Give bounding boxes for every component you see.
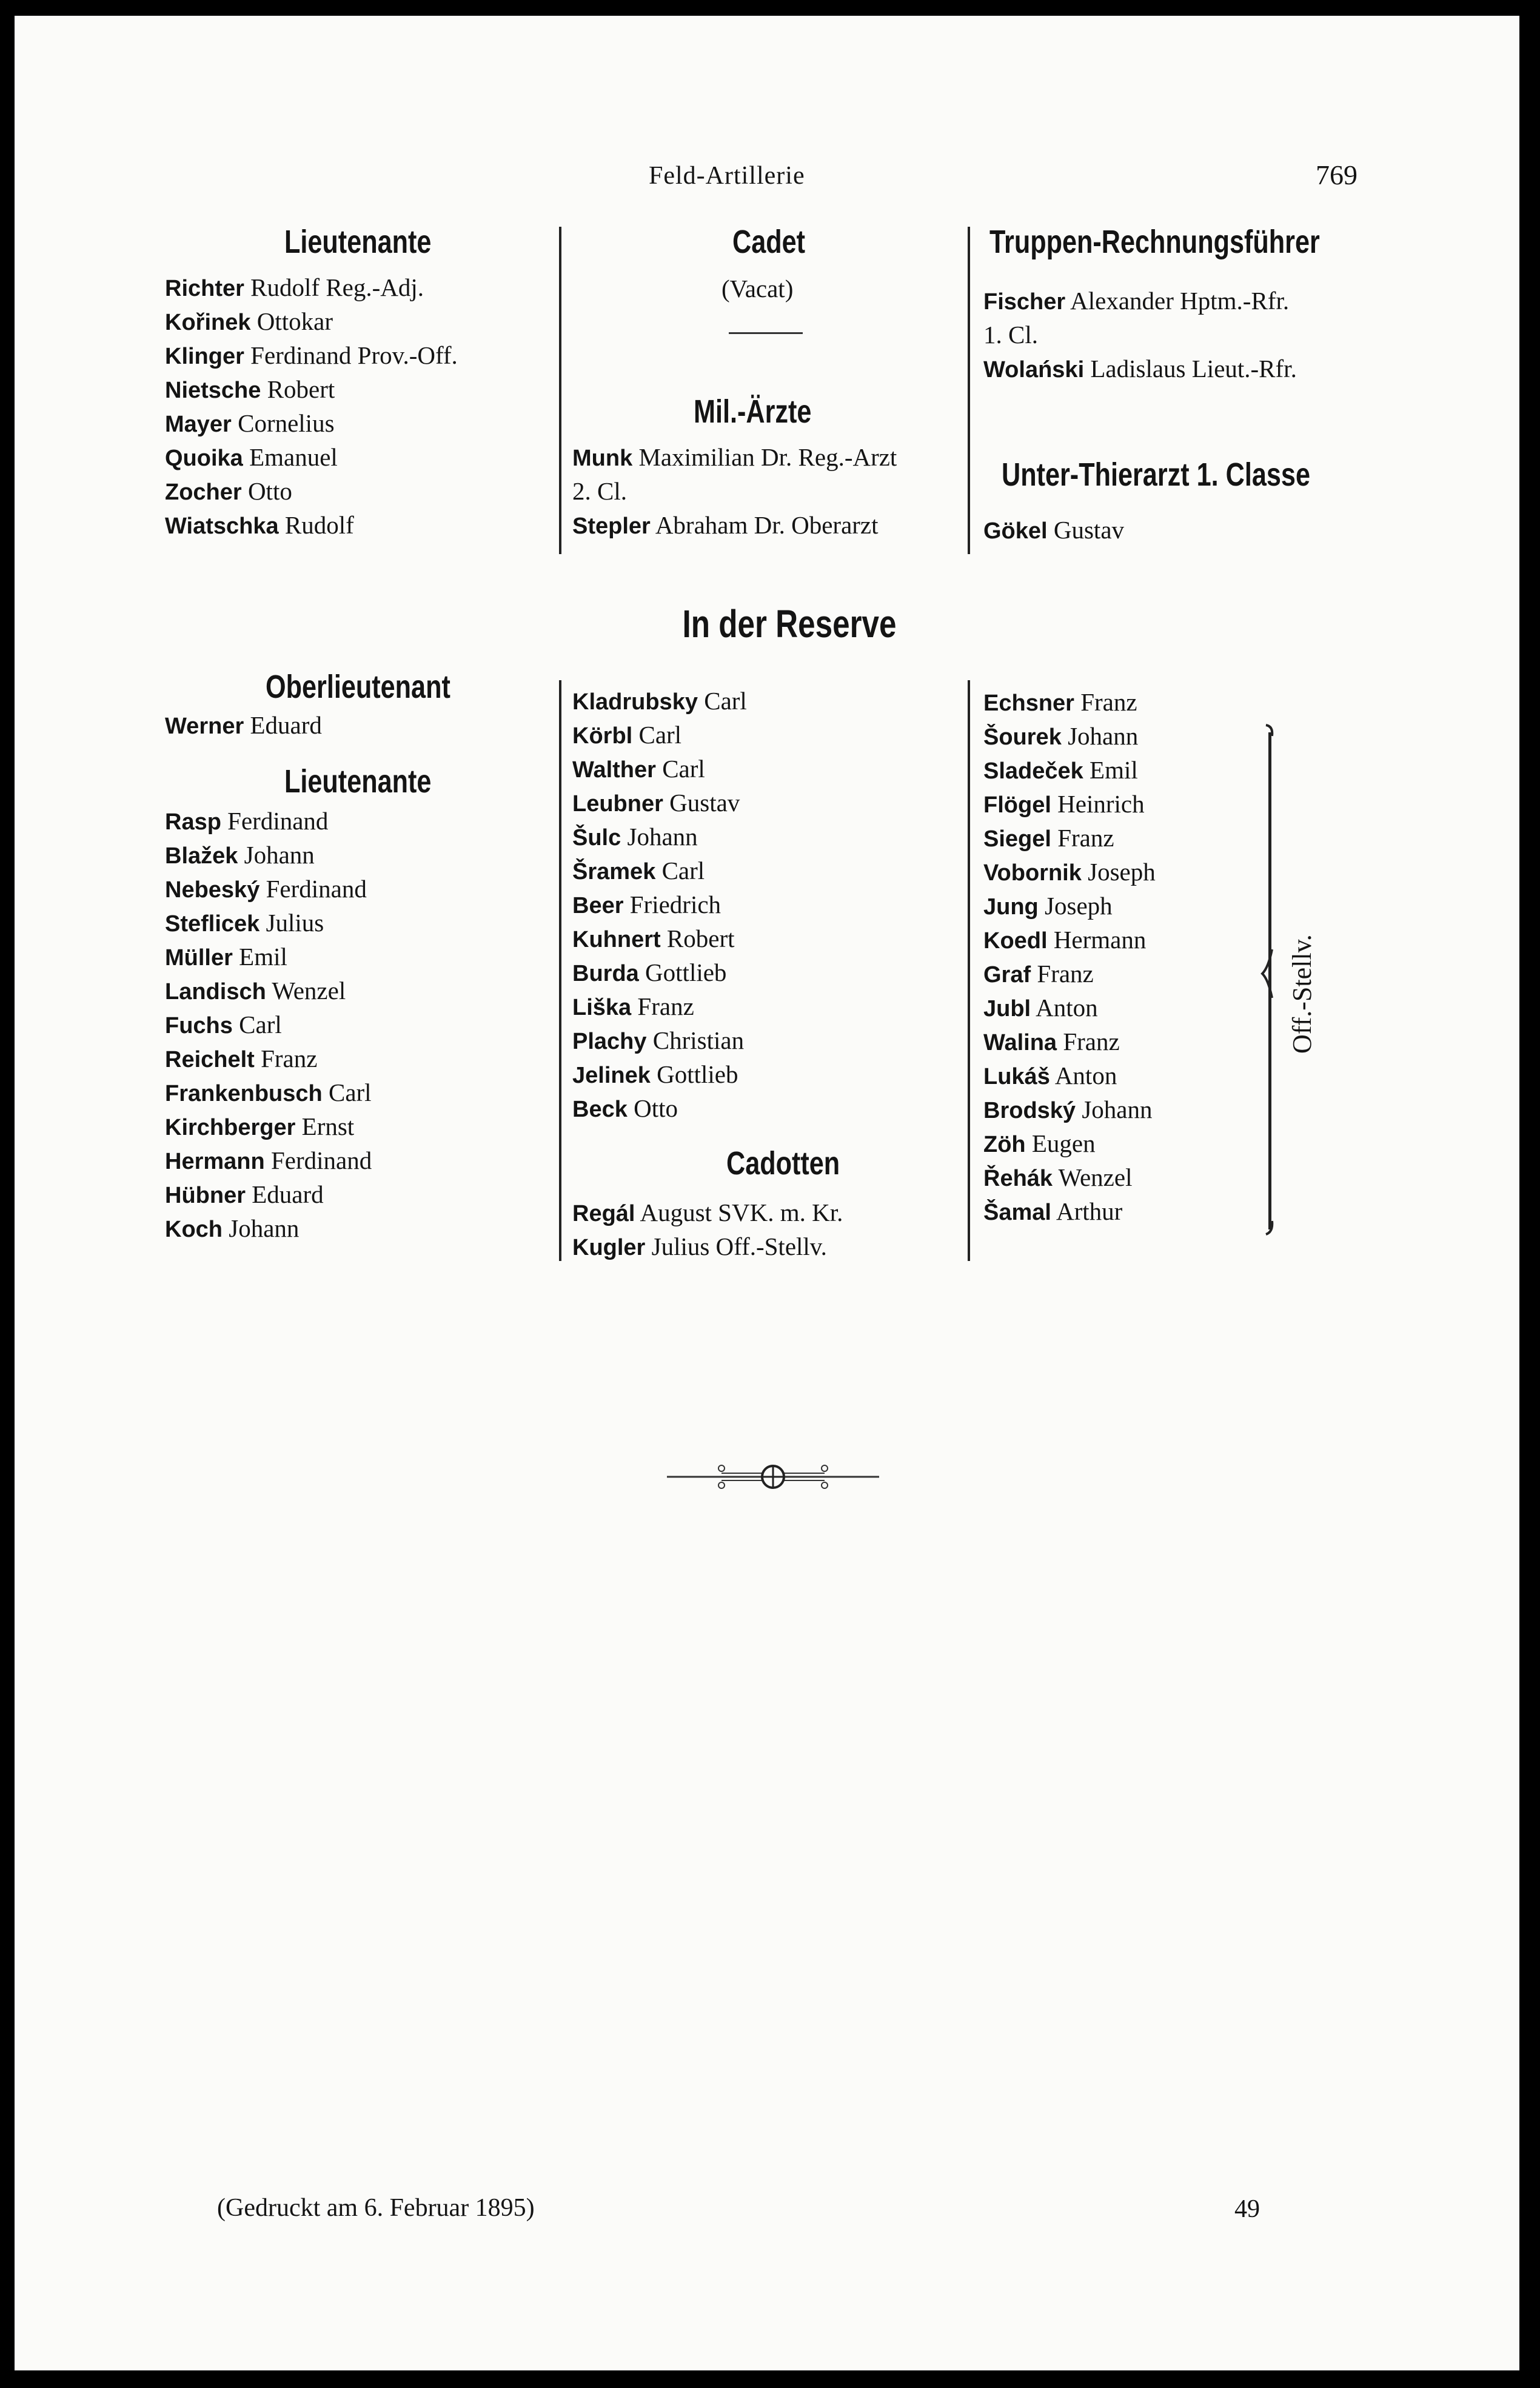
section-title-lieutenante-reserve: Lieutenante — [284, 763, 432, 800]
list-item: Kořinek Ottokar — [165, 307, 333, 335]
list-item: Flögel Heinrich — [983, 790, 1145, 818]
reserve-col1-list — [165, 708, 322, 742]
reserve-col2-list — [572, 684, 747, 1125]
list-item: Richter Rudolf Reg.-Adj. — [165, 273, 424, 301]
list-item: Steflicek Julius — [165, 909, 324, 937]
section-title-lieutenante: Lieutenante — [284, 224, 432, 260]
section-title-reserve: In der Reserve — [682, 602, 897, 646]
list-item: Müller Emil — [165, 943, 287, 971]
running-title: Feld-Artillerie — [649, 162, 805, 190]
section-title-cadotten: Cadotten — [726, 1145, 840, 1182]
sheet-number: 49 — [1234, 2195, 1260, 2223]
list-item: Šourek Johann — [983, 722, 1139, 750]
list-item: Beer Friedrich — [572, 891, 721, 918]
list-item: Šulc Johann — [572, 823, 698, 851]
list-item: 2. Cl. — [572, 477, 627, 505]
list-item: Rasp Ferdinand — [165, 807, 329, 835]
list-item: Koedl Hermann — [983, 926, 1147, 954]
list-item: Wiatschka Rudolf — [165, 511, 354, 539]
list-item: Šamal Arthur — [983, 1197, 1123, 1225]
separator-dash — [729, 332, 803, 334]
list-item: Fuchs Carl — [165, 1011, 282, 1038]
section-title-truppen-rechnungsfuehrer: Truppen-Rechnungsführer — [989, 224, 1320, 260]
list-item: Hübner Eduard — [165, 1180, 324, 1208]
column-divider — [968, 680, 970, 1261]
list-item: Graf Franz — [983, 960, 1094, 988]
top-col2-list — [572, 440, 897, 542]
list-item: Vobornik Joseph — [983, 858, 1156, 886]
page-number: 769 — [1316, 159, 1358, 190]
list-item: Hermann Ferdinand — [165, 1146, 372, 1174]
list-item: Landisch Wenzel — [165, 977, 346, 1005]
list-item: Řehák Wenzel — [983, 1163, 1133, 1191]
list-item: Sladeček Emil — [983, 756, 1138, 784]
list-item: Kladrubsky Carl — [572, 687, 747, 715]
list-item: Werner Eduard — [165, 711, 322, 739]
list-item: Echsner Franz — [983, 688, 1137, 716]
list-item: 1. Cl. — [983, 321, 1038, 349]
list-item: Fischer Alexander Hptm.-Rfr. — [983, 287, 1290, 315]
column-divider — [559, 680, 561, 1261]
list-item: Jelinek Gottlieb — [572, 1060, 738, 1088]
list-item: Nebeský Ferdinand — [165, 875, 367, 903]
list-item: Gökel Gustav — [983, 516, 1125, 544]
list-item: Nietsche Robert — [165, 375, 335, 403]
reserve-col1-list2 — [165, 804, 372, 1245]
list-item: Leubner Gustav — [572, 789, 740, 817]
list-item: Walther Carl — [572, 755, 705, 783]
printed-date: (Gedruckt am 6. Februar 1895) — [217, 2194, 535, 2222]
section-title-mil-aerzte: Mil.-Ärzte — [694, 393, 812, 430]
column-divider — [968, 227, 970, 554]
list-item: Siegel Franz — [983, 824, 1114, 852]
list-item: Burda Gottlieb — [572, 958, 727, 986]
list-item: Plachy Christian — [572, 1026, 745, 1054]
page — [15, 16, 1519, 2370]
list-item: Klinger Ferdinand Prov.-Off. — [165, 341, 458, 369]
top-col3-list — [983, 284, 1297, 386]
list-item: Reichelt Franz — [165, 1045, 318, 1072]
list-item: Beck Otto — [572, 1094, 678, 1122]
list-item: Brodský Johann — [983, 1095, 1153, 1123]
list-item: Koch Johann — [165, 1214, 300, 1242]
list-item: Frankenbusch Carl — [165, 1079, 372, 1106]
list-item: Kugler Julius Off.-Stellv. — [572, 1232, 827, 1260]
top-col1-list — [165, 270, 458, 542]
list-item: Kuhnert Robert — [572, 925, 735, 952]
list-item: Šramek Carl — [572, 857, 705, 885]
list-item: Blažek Johann — [165, 841, 315, 869]
list-item: Körbl Carl — [572, 721, 682, 749]
top-col3-list2 — [983, 513, 1124, 547]
brace-ornament — [1254, 719, 1290, 1240]
list-item: Jung Joseph — [983, 892, 1113, 920]
list-item: Zocher Otto — [165, 477, 292, 505]
ornament-divider — [661, 1453, 885, 1501]
column-divider — [559, 227, 561, 554]
vacat-note: (Vacat) — [721, 275, 794, 303]
list-item: Zöh Eugen — [983, 1129, 1096, 1157]
reserve-col3-list — [983, 685, 1156, 1228]
list-item: Kirchberger Ernst — [165, 1112, 355, 1140]
section-title-cadet: Cadet — [732, 224, 806, 260]
list-item: Wolański Ladislaus Lieut.-Rfr. — [983, 355, 1297, 383]
list-item: Walina Franz — [983, 1028, 1120, 1055]
list-item: Lukáš Anton — [983, 1062, 1117, 1089]
reserve-col2-list2 — [572, 1196, 843, 1263]
list-item: Quoika Emanuel — [165, 443, 338, 471]
section-title-oberlieutenant: Oberlieutenant — [266, 669, 450, 705]
list-item: Stepler Abraham Dr. Oberarzt — [572, 511, 879, 539]
list-item: Regál August SVK. m. Kr. — [572, 1199, 843, 1226]
list-item: Mayer Cornelius — [165, 409, 335, 437]
list-item: Liška Franz — [572, 992, 694, 1020]
list-item: Munk Maximilian Dr. Reg.-Arzt — [572, 443, 897, 471]
section-title-unter-thierarzt: Unter-Thierarzt 1. Classe — [1002, 457, 1310, 493]
list-item: Jubl Anton — [983, 994, 1098, 1022]
brace-label-off-stellv: Off.-Stellv. — [1287, 934, 1317, 1054]
